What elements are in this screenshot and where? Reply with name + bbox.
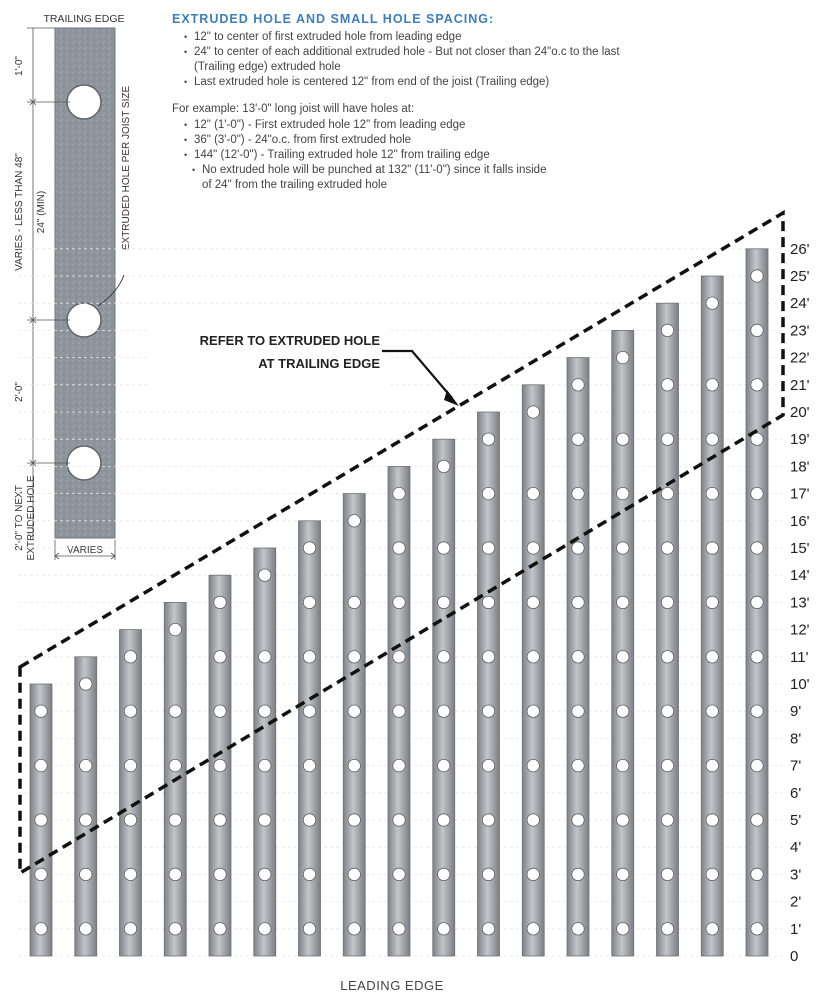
extruded-hole: [751, 596, 763, 608]
extruded-hole: [482, 868, 494, 880]
foot-label: 19': [790, 431, 810, 449]
foot-label: 23': [790, 322, 810, 340]
joist-body: [701, 276, 723, 956]
callout: [150, 325, 459, 406]
extruded-hole: [706, 542, 718, 554]
extruded-hole: [527, 487, 539, 499]
joist-body: [120, 630, 142, 956]
joist-bar: [75, 657, 97, 956]
joist-body: [343, 494, 365, 956]
dim-middle-label-2: 24" (MIN): [36, 190, 47, 234]
extruded-hole: [348, 651, 360, 663]
foot-label: 1': [790, 920, 802, 938]
extruded-hole: [259, 868, 271, 880]
notes-heading: EXTRUDED HOLE AND SMALL HOLE SPACING:: [172, 12, 495, 26]
extruded-hole: [661, 923, 673, 935]
foot-label: 8': [790, 730, 802, 748]
extruded-hole: [438, 460, 450, 472]
foot-label: 16': [790, 512, 810, 530]
extruded-hole: [572, 379, 584, 391]
extruded-hole: [80, 759, 92, 771]
extruded-hole: [393, 705, 405, 717]
joist-bar: [254, 548, 276, 956]
joist-bar: [522, 385, 544, 956]
extruded-hole: [214, 759, 226, 771]
example-item: • 12" (1'-0") - First extruded hole 12" from leading edge: [184, 118, 732, 133]
extruded-hole: [617, 351, 629, 363]
extruded-hole: [259, 759, 271, 771]
extruded-hole: [169, 868, 181, 880]
extruded-hole: [393, 923, 405, 935]
joist-bar: [433, 439, 455, 956]
extruded-hole: [482, 814, 494, 826]
joist-body: [254, 548, 276, 956]
extruded-hole: [348, 814, 360, 826]
extruded-hole: [617, 923, 629, 935]
extruded-hole: [214, 651, 226, 663]
example-sub-item: • No extruded hole will be punched at 132" (11'-0") since it falls inside of 24" from the trailing extruded hole: [192, 163, 732, 193]
foot-label: 18': [790, 458, 810, 476]
rule-item: • Last extruded hole is centered 12" from end of the joist (Trailing edge): [184, 75, 732, 90]
foot-label: 14': [790, 567, 810, 585]
extruded-hole: [572, 868, 584, 880]
joist-bar: [120, 630, 142, 956]
joist-bar: [701, 276, 723, 956]
dim-bottom-label-2: EXTRUDED HOLE: [26, 475, 37, 561]
extruded-hole: [438, 651, 450, 663]
extruded-hole: [124, 705, 136, 717]
extruded-hole: [303, 651, 315, 663]
extruded-hole: [438, 759, 450, 771]
callout-line-2: AT TRAILING EDGE: [258, 356, 380, 371]
extruded-hole: [617, 596, 629, 608]
extruded-hole: [482, 596, 494, 608]
extruded-hole: [706, 379, 718, 391]
extruded-hole: [661, 542, 673, 554]
extruded-hole: [617, 759, 629, 771]
extruded-hole: [706, 596, 718, 608]
foot-label: 26': [790, 240, 810, 258]
extruded-hole: [35, 814, 47, 826]
extruded-hole: [527, 705, 539, 717]
extruded-hole: [214, 596, 226, 608]
extruded-hole: [751, 651, 763, 663]
extruded-hole: [393, 487, 405, 499]
joist-bar: [343, 494, 365, 956]
foot-label: 12': [790, 621, 810, 639]
extruded-hole: [35, 759, 47, 771]
extruded-hole: [572, 487, 584, 499]
extruded-hole: [527, 406, 539, 418]
extruded-hole: [169, 759, 181, 771]
extruded-hole: [527, 868, 539, 880]
extruded-hole: [393, 596, 405, 608]
extruded-hole: [303, 814, 315, 826]
extruded-hole: [259, 569, 271, 581]
extruded-hole: [169, 623, 181, 635]
extruded-hole: [661, 324, 673, 336]
extruded-hole: [393, 868, 405, 880]
example-item: • 36" (3'-0") - 24"o.c. from first extruded hole: [184, 133, 732, 148]
extruded-hole: [706, 923, 718, 935]
extruded-hole: [751, 487, 763, 499]
extruded-hole: [661, 814, 673, 826]
extruded-hole-top: [67, 85, 101, 119]
extruded-hole: [706, 705, 718, 717]
extruded-hole: [348, 515, 360, 527]
extruded-hole-middle: [67, 303, 101, 337]
extruded-hole: [751, 542, 763, 554]
joist-bar: [612, 330, 634, 956]
extruded-hole: [572, 814, 584, 826]
extruded-hole: [527, 651, 539, 663]
extruded-hole: [617, 814, 629, 826]
foot-label: 6': [790, 784, 802, 802]
leading-edge-label: LEADING EDGE: [340, 978, 444, 993]
dim-top-label: 1'-0": [14, 56, 25, 76]
extruded-hole: [303, 705, 315, 717]
extruded-hole: [348, 923, 360, 935]
example-intro: For example: 13'-0" long joist will have holes at:: [172, 103, 415, 115]
foot-label: 20': [790, 404, 810, 421]
foot-label: 5': [790, 812, 802, 829]
dim-bottom-label-1: 2'-0" TO NEXT: [14, 485, 25, 551]
callout-line-1: REFER TO EXTRUDED HOLE: [199, 333, 380, 348]
joist-bar: [657, 303, 679, 956]
extruded-hole: [35, 705, 47, 717]
extruded-hole: [169, 814, 181, 826]
extruded-hole: [751, 814, 763, 826]
extruded-hole: [303, 542, 315, 554]
extruded-hole: [80, 923, 92, 935]
extruded-hole: [303, 759, 315, 771]
joist-bar: [299, 521, 321, 956]
dim-middle-label-1: VARIES - LESS THAN 48": [14, 153, 25, 271]
foot-label: 3': [790, 866, 802, 884]
foot-label: 4': [790, 839, 802, 857]
extruded-hole: [482, 487, 494, 499]
foot-label: 25': [790, 268, 810, 285]
joist-bar: [30, 684, 52, 956]
foot-label: 15': [790, 540, 810, 557]
extruded-hole: [482, 923, 494, 935]
dim-lower-label: 2'-0": [14, 382, 25, 402]
joist-body: [75, 657, 97, 956]
extruded-hole: [572, 433, 584, 445]
extruded-hole: [661, 596, 673, 608]
extruded-hole: [438, 542, 450, 554]
rule-item: • 12" to center of first extruded hole from leading edge: [184, 30, 732, 45]
extruded-hole: [617, 651, 629, 663]
extruded-hole: [482, 433, 494, 445]
extruded-hole: [124, 759, 136, 771]
joist-bar: [746, 249, 768, 956]
extruded-hole-bottom: [67, 446, 101, 480]
foot-label: 9': [790, 703, 802, 721]
extruded-hole: [214, 923, 226, 935]
extruded-hole: [751, 270, 763, 282]
example-sub-list: [172, 163, 732, 193]
extruded-hole: [124, 651, 136, 663]
extruded-hole: [617, 487, 629, 499]
foot-label: 17': [790, 485, 810, 503]
extruded-hole: [303, 868, 315, 880]
trailing-edge-detail: [14, 13, 132, 561]
extruded-hole: [438, 596, 450, 608]
extruded-hole: [706, 297, 718, 309]
extruded-hole: [751, 868, 763, 880]
foot-scale: [790, 241, 810, 965]
hole-size-label: EXTRUDED HOLE PER JOIST SIZE: [121, 85, 132, 251]
extruded-hole: [348, 759, 360, 771]
extruded-hole: [661, 651, 673, 663]
joist-bar: [478, 412, 500, 956]
extruded-hole: [259, 923, 271, 935]
varies-width-label: VARIES: [67, 545, 103, 556]
extruded-hole: [706, 487, 718, 499]
extruded-hole: [393, 814, 405, 826]
joist-body: [612, 330, 634, 956]
extruded-hole: [259, 651, 271, 663]
example-list: [172, 118, 732, 163]
extruded-hole: [80, 814, 92, 826]
extruded-hole: [661, 433, 673, 445]
extruded-hole: [259, 705, 271, 717]
extruded-hole: [661, 705, 673, 717]
extruded-hole: [214, 868, 226, 880]
extruded-hole: [527, 542, 539, 554]
rule-item: • 24" to center of each additional extruded hole - But not closer than 24"o.c to the last (Trailing edge) extruded hole: [184, 45, 732, 75]
extruded-hole: [617, 868, 629, 880]
extruded-hole: [348, 596, 360, 608]
extruded-hole: [617, 705, 629, 717]
extruded-hole: [482, 759, 494, 771]
extruded-hole: [169, 705, 181, 717]
extruded-hole: [214, 814, 226, 826]
extruded-hole: [661, 759, 673, 771]
extruded-hole: [393, 542, 405, 554]
extruded-hole: [661, 868, 673, 880]
extruded-hole: [348, 868, 360, 880]
extruded-hole: [527, 814, 539, 826]
extruded-hole: [527, 923, 539, 935]
extruded-hole: [124, 923, 136, 935]
extruded-hole: [706, 433, 718, 445]
extruded-hole: [214, 705, 226, 717]
extruded-hole: [438, 814, 450, 826]
extruded-hole: [303, 596, 315, 608]
joist-body: [299, 521, 321, 956]
extruded-hole: [482, 705, 494, 717]
foot-label: 21': [790, 376, 810, 394]
extruded-hole: [527, 596, 539, 608]
extruded-hole: [617, 542, 629, 554]
foot-label: 0: [790, 948, 799, 965]
spacing-notes: [172, 12, 732, 193]
extruded-hole: [438, 705, 450, 717]
extruded-hole: [572, 596, 584, 608]
extruded-hole: [572, 542, 584, 554]
foot-label: 7': [790, 757, 802, 775]
extruded-hole: [303, 923, 315, 935]
joist-bar: [209, 575, 231, 956]
extruded-hole: [661, 379, 673, 391]
joist-body: [657, 303, 679, 956]
extruded-hole: [438, 868, 450, 880]
extruded-hole: [393, 759, 405, 771]
extruded-hole: [706, 814, 718, 826]
extruded-hole: [393, 651, 405, 663]
extruded-hole: [35, 923, 47, 935]
extruded-hole: [572, 705, 584, 717]
extruded-hole: [527, 759, 539, 771]
extruded-hole: [617, 433, 629, 445]
extruded-hole: [124, 814, 136, 826]
extruded-hole: [124, 868, 136, 880]
foot-label: 2': [790, 893, 802, 911]
foot-label: 24': [790, 295, 810, 313]
extruded-hole: [706, 651, 718, 663]
extruded-hole: [572, 923, 584, 935]
joist-bar: [567, 358, 589, 956]
extruded-hole: [80, 678, 92, 690]
extruded-hole: [438, 923, 450, 935]
extruded-hole: [35, 868, 47, 880]
extruded-hole: [751, 379, 763, 391]
extruded-hole: [751, 324, 763, 336]
trailing-edge-label: TRAILING EDGE: [43, 13, 125, 25]
foot-label: 13': [790, 594, 810, 612]
extruded-hole: [751, 923, 763, 935]
extruded-hole: [661, 487, 673, 499]
foot-label: 11': [790, 648, 809, 666]
foot-label: 10': [790, 676, 810, 693]
extruded-hole: [482, 542, 494, 554]
extruded-hole: [751, 705, 763, 717]
joist-bar: [388, 466, 410, 956]
callout-arrow: [382, 351, 452, 398]
foot-label: 22': [790, 349, 810, 367]
extruded-hole: [706, 759, 718, 771]
extruded-hole: [348, 705, 360, 717]
extruded-hole: [482, 651, 494, 663]
extruded-hole: [572, 759, 584, 771]
rules-list: [172, 30, 732, 90]
extruded-hole: [751, 759, 763, 771]
extruded-hole: [80, 868, 92, 880]
example-item: • 144" (12'-0") - Trailing extruded hole 12" from trailing edge: [184, 148, 732, 163]
extruded-hole: [572, 651, 584, 663]
extruded-hole: [706, 868, 718, 880]
extruded-hole: [169, 923, 181, 935]
extruded-hole: [259, 814, 271, 826]
